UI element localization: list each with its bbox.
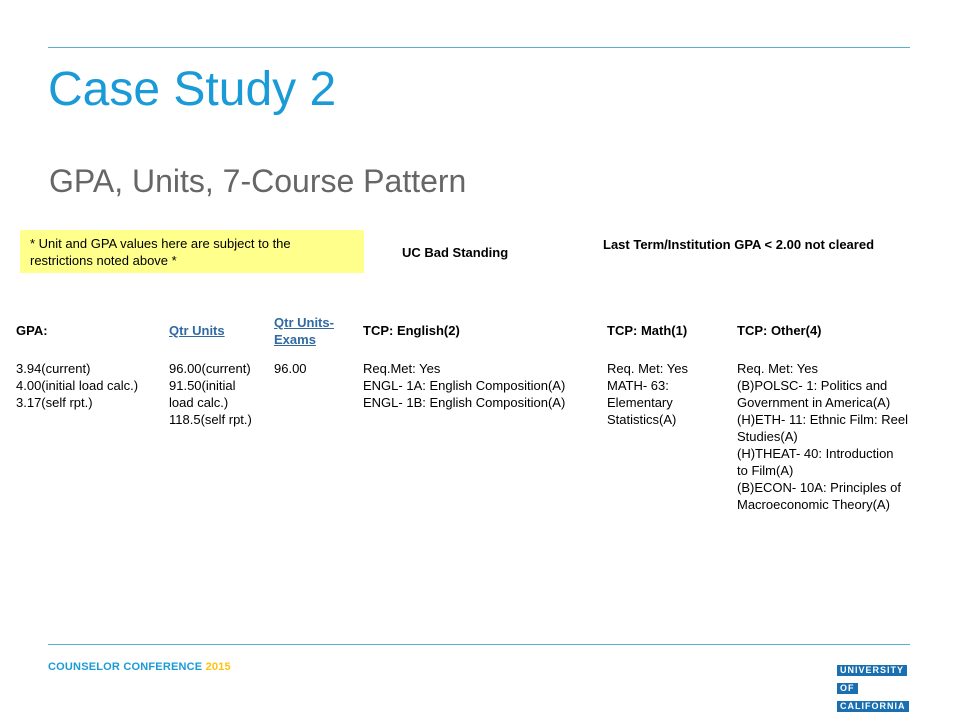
footer-conference: COUNSELOR CONFERENCE — [48, 661, 203, 673]
tcp-math-line: Elementary — [607, 395, 673, 410]
slide-title: Case Study 2 — [48, 63, 337, 116]
restrictions-note: * Unit and GPA values here are subject to the restrictions noted above * — [20, 230, 364, 273]
slide-subtitle: GPA, Units, 7-Course Pattern — [49, 163, 467, 199]
bad-standing-status: UC Bad Standing — [402, 245, 509, 260]
gpa-line: 3.94(current) — [16, 361, 91, 376]
tcp-math-line: MATH- 63: — [607, 378, 669, 393]
qtr-units-line: 91.50(initial — [169, 378, 236, 393]
tcp-other-line: Macroeconomic Theory(A) — [737, 497, 890, 512]
tcp-math-line: Req. Met: Yes — [607, 361, 688, 376]
qtr-exams-line: 96.00 — [274, 361, 307, 376]
qtr-units-link[interactable]: Qtr Units — [169, 323, 225, 338]
tcp-math-line: Statistics(A) — [607, 412, 677, 427]
tcp-other-line: Government in America(A) — [737, 395, 891, 410]
tcp-english-line: ENGL- 1B: English Composition(A) — [363, 395, 566, 410]
tcp-other-line: (B)ECON- 10A: Principles of — [737, 480, 901, 495]
tcp-other-line: to Film(A) — [737, 463, 794, 478]
qtr-units-line: 96.00(current) — [169, 361, 251, 376]
tcp-english-line: Req.Met: Yes — [363, 361, 441, 376]
tcp-math-column — [607, 322, 688, 428]
qtr-exams-column — [274, 314, 334, 377]
tcp-english-header: TCP: English(2) — [363, 323, 460, 338]
logo-line: CALIFORNIA — [837, 701, 909, 712]
tcp-other-line: Req. Met: Yes — [737, 361, 818, 376]
tcp-english-column — [363, 322, 565, 411]
tcp-other-line: (B)POLSC- 1: Politics and — [737, 378, 888, 393]
qtr-units-line: load calc.) — [169, 395, 229, 410]
tcp-english-line: ENGL- 1A: English Composition(A) — [363, 378, 566, 393]
footer-year: 2015 — [205, 661, 231, 673]
logo-line: UNIVERSITY — [837, 665, 907, 676]
gpa-line: 4.00(initial load calc.) — [16, 378, 139, 393]
tcp-other-line: (H)THEAT- 40: Introduction — [737, 446, 894, 461]
tcp-other-header: TCP: Other(4) — [737, 323, 822, 338]
tcp-other-line: (H)ETH- 11: Ethnic Film: Reel — [737, 412, 908, 427]
footer — [48, 661, 231, 673]
gpa-header: GPA: — [16, 323, 48, 338]
tcp-other-column — [737, 322, 908, 513]
tcp-other-line: Studies(A) — [737, 429, 798, 444]
qtr-exams-link[interactable]: Qtr Units- Exams — [274, 315, 334, 347]
tcp-math-header: TCP: Math(1) — [607, 323, 688, 338]
qtr-units-column — [169, 322, 252, 428]
qtr-units-line: 118.5(self rpt.) — [169, 412, 252, 427]
logo-line: OF — [837, 683, 858, 694]
gpa-column — [16, 322, 138, 411]
bottom-divider — [48, 644, 910, 645]
top-divider — [48, 47, 910, 48]
gpa-not-cleared-status: Last Term/Institution GPA < 2.00 not cleared — [603, 237, 875, 252]
university-of-california-logo — [837, 660, 909, 714]
gpa-line: 3.17(self rpt.) — [16, 395, 93, 410]
